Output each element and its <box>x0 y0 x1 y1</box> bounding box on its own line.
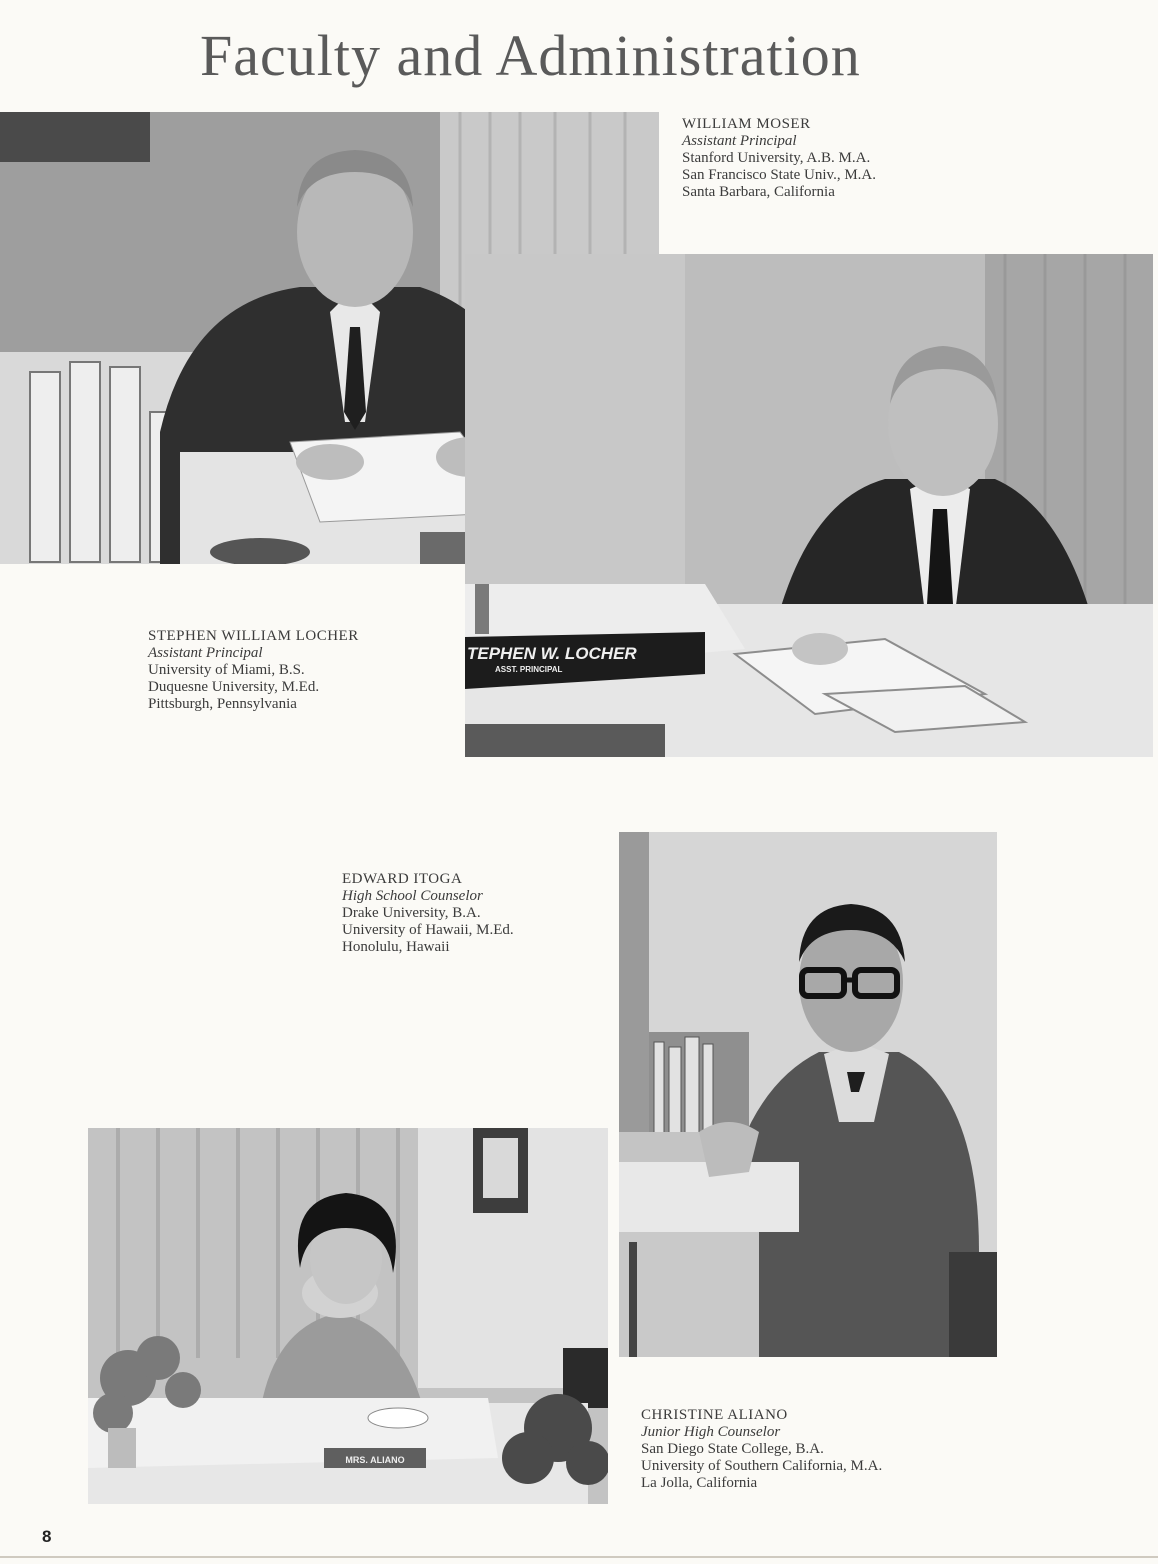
person-role: Junior High Counselor <box>641 1424 781 1440</box>
caption-william-moser <box>682 116 876 201</box>
person-role: Assistant Principal <box>148 645 263 661</box>
person-name: CHRISTINE ALIANO <box>641 1407 788 1423</box>
person-detail: San Francisco State Univ., M.A. <box>682 167 877 183</box>
caption-stephen-locher <box>148 628 359 713</box>
page-number: 8 <box>42 1527 52 1546</box>
footer-rule <box>0 1556 1158 1558</box>
person-role: High School Counselor <box>342 888 483 904</box>
person-name: STEPHEN WILLIAM LOCHER <box>148 628 359 644</box>
nameplate-subtext: ASST. PRINCIPAL <box>495 665 563 674</box>
person-name: EDWARD ITOGA <box>342 871 463 887</box>
person-detail: Drake University, B.A. <box>342 905 481 921</box>
caption-edward-itoga <box>342 871 514 956</box>
person-detail: San Diego State College, B.A. <box>641 1441 824 1457</box>
person-detail: Pittsburgh, Pennsylvania <box>148 696 297 712</box>
person-name: WILLIAM MOSER <box>682 116 811 132</box>
person-detail: La Jolla, California <box>641 1475 758 1491</box>
person-detail: Stanford University, A.B. M.A. <box>682 150 871 166</box>
person-detail: Honolulu, Hawaii <box>342 939 450 955</box>
caption-christine-aliano <box>641 1407 882 1492</box>
nameplate-text: MRS. ALIANO <box>345 1455 405 1465</box>
person-detail: Duquesne University, M.Ed. <box>148 679 320 695</box>
photo-stephen-locher <box>465 254 1153 757</box>
person-detail: University of Southern California, M.A. <box>641 1458 883 1474</box>
person-detail: University of Miami, B.S. <box>148 662 305 678</box>
person-detail: Santa Barbara, California <box>682 184 835 200</box>
photo-christine-aliano <box>88 1128 608 1504</box>
person-detail: University of Hawaii, M.Ed. <box>342 922 514 938</box>
person-role: Assistant Principal <box>682 133 797 149</box>
page-title: Faculty and Administration <box>200 23 861 88</box>
photo-edward-itoga <box>619 832 997 1357</box>
nameplate-text: TEPHEN W. LOCHER <box>467 644 637 663</box>
